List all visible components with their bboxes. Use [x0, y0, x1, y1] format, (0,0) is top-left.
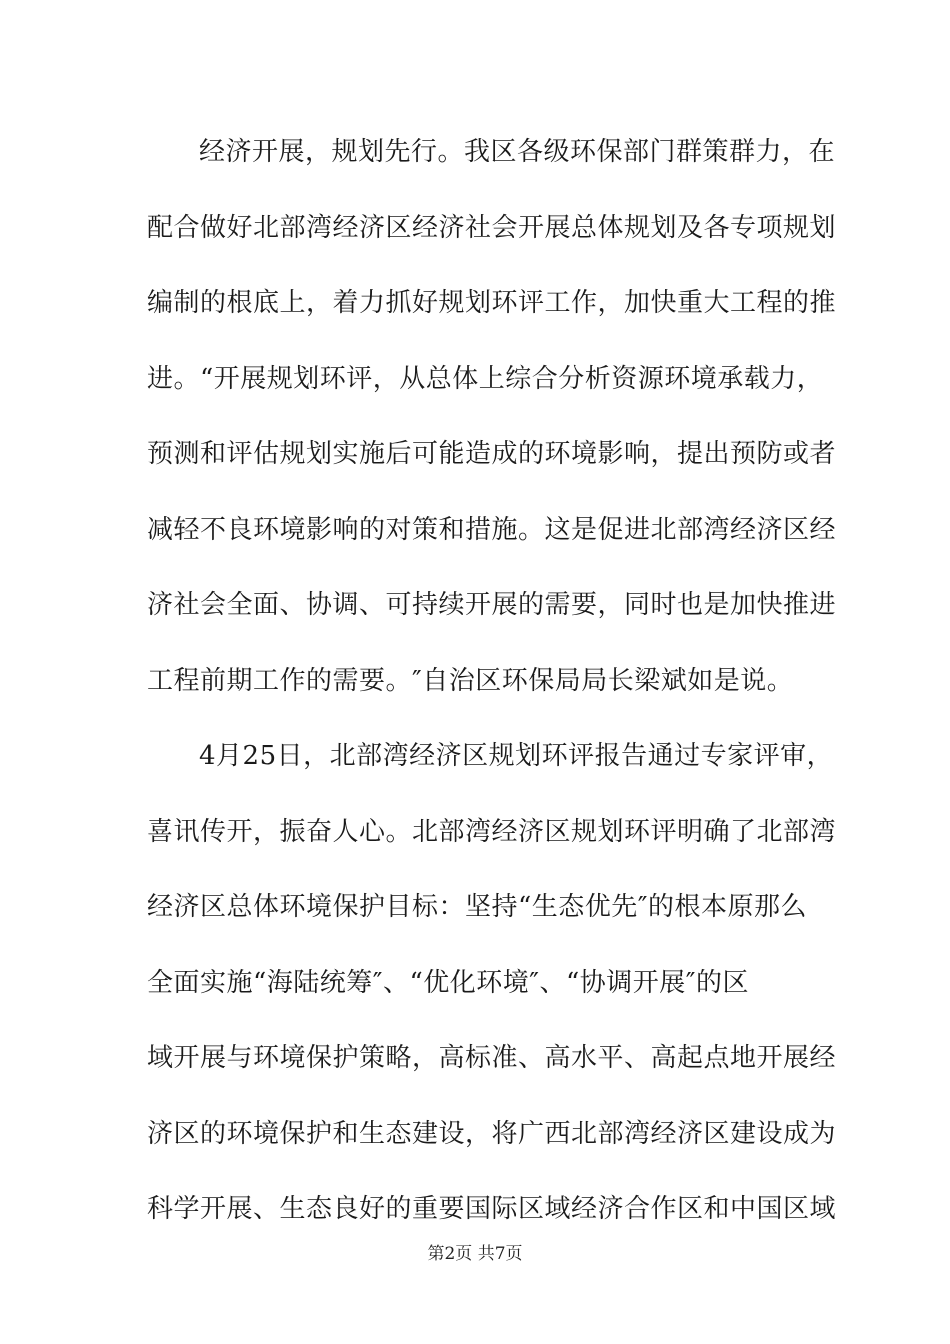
- paragraph-line: 编制的根底上，着力抓好规划环评工作，加快重大工程的推: [147, 288, 837, 318]
- paragraph-line: 经济开展，规划先行。我区各级环保部门群策群力，在: [199, 137, 836, 167]
- paragraph-line: 减轻不良环境影响的对策和措施。这是促进北部湾经济区经: [147, 514, 837, 545]
- body-text: [147, 128, 837, 1261]
- paragraph-line: 经济区总体环境保护目标：坚持“生态优先″的根本原那么: [147, 892, 808, 922]
- paragraph-line: 配合做好北部湾经济区经济社会开展总体规划及各专项规划: [147, 212, 837, 243]
- paragraph-line: 济区的环境保护和生态建设，将广西北部湾经济区建设成为: [147, 1118, 837, 1149]
- paragraph-line: 进。“开展规划环评，从总体上综合分析资源环境承载力，: [147, 363, 824, 394]
- paragraph-line: 喜讯传开，振奋人心。北部湾经济区规划环评明确了北部湾: [147, 816, 837, 847]
- paragraph-line: 全面实施“海陆统筹″、“优化环境″、“协调开展″的区: [147, 967, 750, 998]
- paragraph-line: 域开展与环境保护策略，高标准、高水平、高起点地开展经: [147, 1043, 837, 1073]
- page-number-footer: 第2页 共7页: [427, 1244, 523, 1264]
- paragraph-line: 预测和评估规划实施后可能造成的环境影响，提出预防或者: [147, 439, 837, 469]
- paragraph-line: 济社会全面、协调、可持续开展的需要，同时也是加快推进: [147, 590, 837, 620]
- paragraph-line: 4月25日，北部湾经济区规划环评报告通过专家评审，: [199, 741, 834, 771]
- paragraph-line: 科学开展、生态良好的重要国际区域经济合作区和中国区域: [147, 1194, 837, 1224]
- paragraph-line: 工程前期工作的需要。″自治区环保局局长梁斌如是说。: [147, 665, 794, 696]
